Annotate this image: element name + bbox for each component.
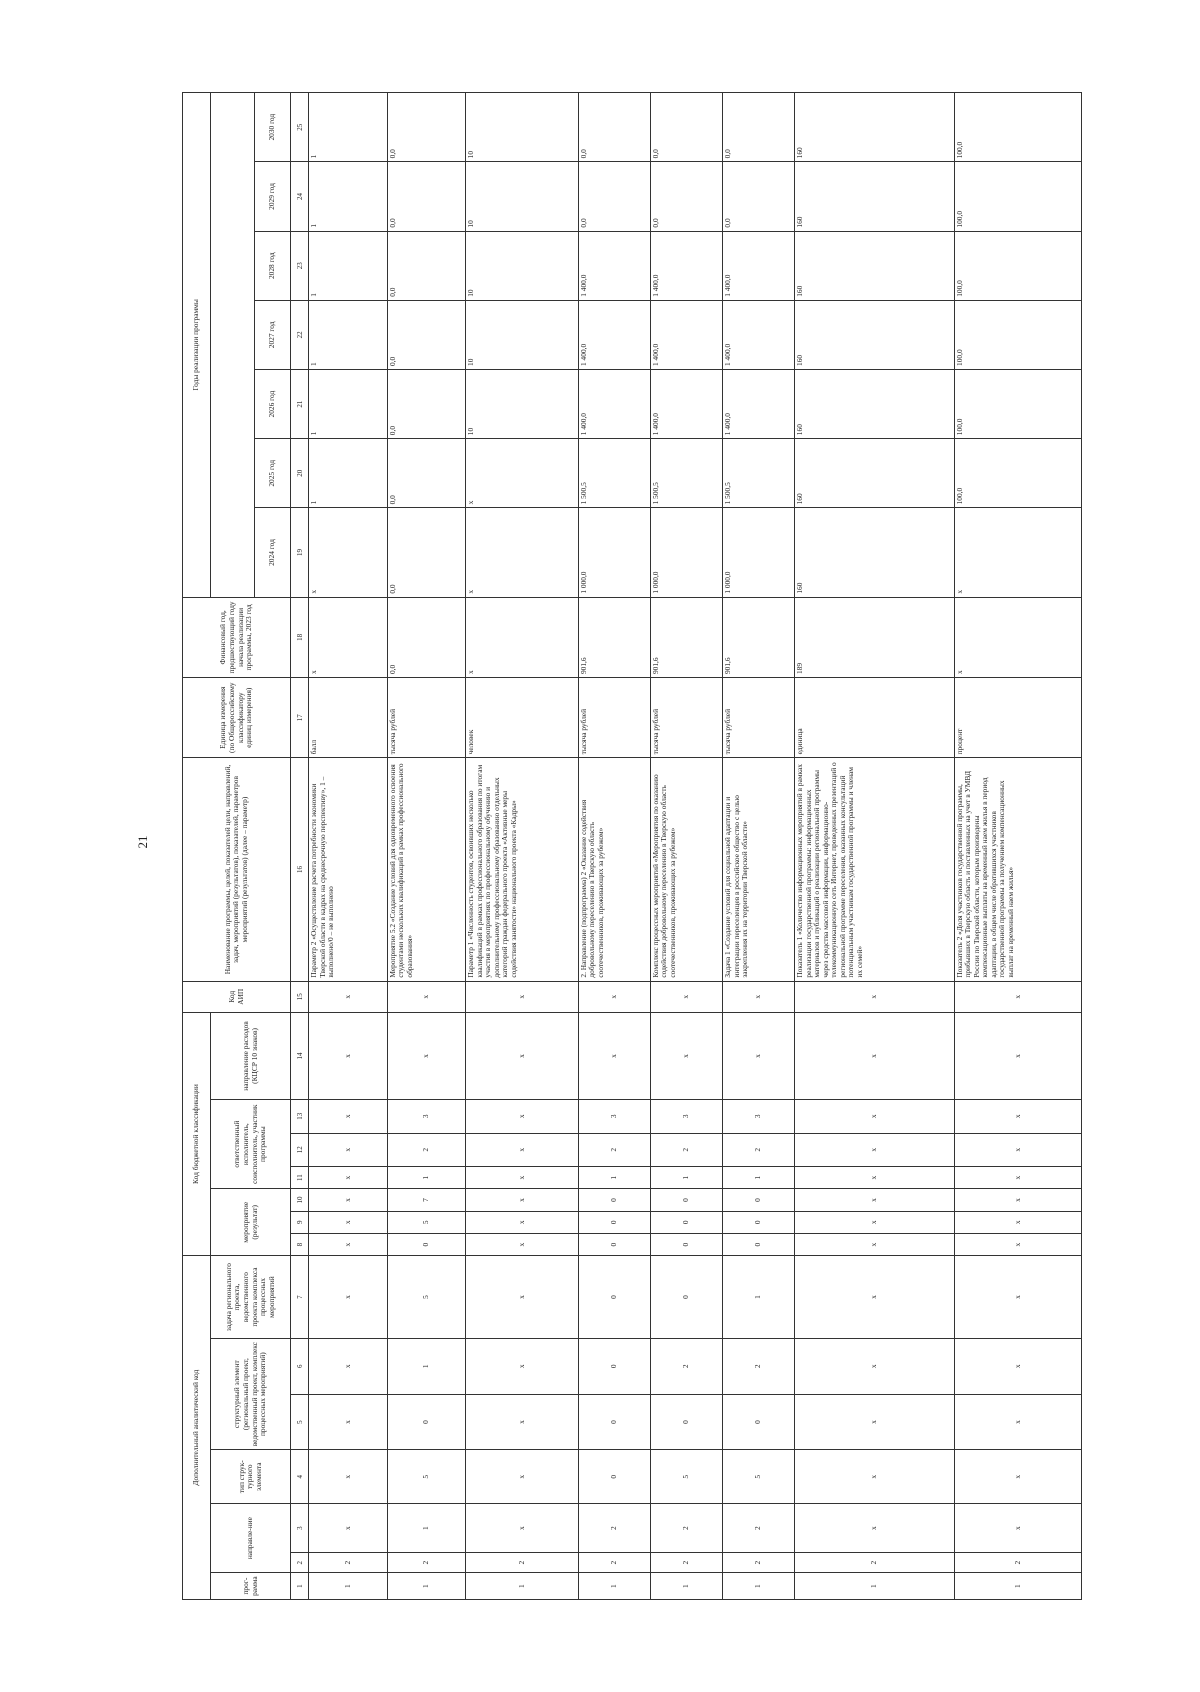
code-cell: 0 <box>578 1211 650 1233</box>
code-cell: x <box>795 1338 954 1394</box>
year-value-cell: 100,0 <box>954 439 1081 508</box>
code-cell: x <box>795 1100 954 1133</box>
table-row <box>387 93 466 1600</box>
code-cell: x <box>795 1189 954 1211</box>
column-number: 1 <box>291 1573 309 1600</box>
unit-cell: тысяча рублей <box>387 678 466 758</box>
year-value-cell: 1 <box>309 300 388 369</box>
fin-year-cell: x <box>309 597 388 677</box>
header-name: Наименование программы, целей, показателей цели, направлений, задач, мероприятий (результатов), показателей, параметров мероприятий (результатов) (далее – параметр) <box>183 758 291 981</box>
code-cell: x <box>309 1012 388 1099</box>
code-cell: x <box>795 1167 954 1189</box>
code-cell: x <box>466 1233 579 1255</box>
year-value-cell: 0,0 <box>723 162 795 231</box>
fin-year-cell: x <box>466 597 579 677</box>
column-number: 11 <box>291 1167 309 1189</box>
column-number: 13 <box>291 1100 309 1133</box>
row-name-cell: Мероприятие 5.2 «Создание условий для одновременного освоения студентами нескольких квалификаций в рамках профессионального образования» <box>387 758 466 981</box>
year-value-cell: 1 400,0 <box>578 300 650 369</box>
code-cell: x <box>650 1012 722 1099</box>
year-value-cell: 0,0 <box>578 93 650 162</box>
column-number: 6 <box>291 1338 309 1394</box>
year-value-cell: 100,0 <box>954 369 1081 438</box>
code-cell: 1 <box>387 1573 466 1600</box>
table-row <box>578 93 650 1600</box>
year-value-cell: 160 <box>795 439 954 508</box>
header-budget-code: Код бюджетной классификации <box>183 1012 211 1255</box>
program-table <box>182 92 1082 1600</box>
table-row <box>795 93 954 1600</box>
code-cell: x <box>954 1133 1081 1166</box>
code-cell: x <box>578 981 650 1012</box>
year-value-cell: 0,0 <box>578 162 650 231</box>
code-cell: x <box>954 1012 1081 1099</box>
code-cell: x <box>954 1233 1081 1255</box>
code-cell: x <box>795 1394 954 1450</box>
year-value-cell: 1 000,0 <box>578 508 650 597</box>
column-number: 5 <box>291 1394 309 1450</box>
year-value-cell: 160 <box>795 508 954 597</box>
code-cell: 0 <box>578 1338 650 1394</box>
code-cell: x <box>466 1211 579 1233</box>
page-number: 21 <box>135 835 150 849</box>
code-cell: x <box>795 1504 954 1553</box>
code-cell: 2 <box>650 1504 722 1553</box>
unit-cell: тысяча рублей <box>578 678 650 758</box>
code-cell: 5 <box>723 1450 795 1504</box>
column-number: 22 <box>291 300 309 369</box>
year-value-cell: 10 <box>466 300 579 369</box>
code-cell: 0 <box>387 1394 466 1450</box>
column-number: 2 <box>291 1553 309 1573</box>
code-cell: x <box>309 1394 388 1450</box>
code-cell: 1 <box>387 1338 466 1394</box>
year-value-cell: 1 400,0 <box>723 369 795 438</box>
year-value-cell: 10 <box>466 93 579 162</box>
code-cell: x <box>954 1504 1081 1553</box>
header-rashod: направление расходов (КЦСР 10 знаков) <box>211 1012 291 1099</box>
header-year: 2026 год <box>255 369 291 438</box>
code-cell: x <box>466 1504 579 1553</box>
code-cell: x <box>795 1233 954 1255</box>
code-cell: 1 <box>723 1167 795 1189</box>
code-cell: x <box>309 1167 388 1189</box>
code-cell: 1 <box>723 1256 795 1339</box>
row-name-cell: Комплекс процессных мероприятий «Мероприятия по оказанию содействия добровольному переселению в Тверскую область соотечественников, проживающих за рубежом» <box>650 758 722 981</box>
header-analytic-code: Дополнительный аналитический код <box>183 1256 211 1600</box>
fin-year-cell: x <box>954 597 1081 677</box>
column-number: 15 <box>291 981 309 1012</box>
code-cell: x <box>309 981 388 1012</box>
year-value-cell: 1 400,0 <box>578 369 650 438</box>
code-cell: x <box>954 1338 1081 1394</box>
code-cell: x <box>650 981 722 1012</box>
code-cell: 5 <box>387 1256 466 1339</box>
column-number: 20 <box>291 439 309 508</box>
fin-year-cell: 0,0 <box>387 597 466 677</box>
code-cell: 2 <box>578 1553 650 1573</box>
unit-cell: единица <box>795 678 954 758</box>
year-value-cell: 0,0 <box>387 93 466 162</box>
code-cell: x <box>387 1012 466 1099</box>
code-cell: 0 <box>578 1189 650 1211</box>
column-number: 10 <box>291 1189 309 1211</box>
code-cell: 0 <box>650 1233 722 1255</box>
code-cell: 0 <box>650 1211 722 1233</box>
year-value-cell: 0,0 <box>723 93 795 162</box>
year-value-cell: 1 400,0 <box>650 231 722 300</box>
header-struct-el: структурный элемент (региональный проект, ведомственный проект, комплекс процессных мероприятий) <box>211 1338 291 1450</box>
code-cell: x <box>954 1211 1081 1233</box>
header-napravlenie: направле-ние <box>211 1504 291 1573</box>
year-value-cell: 0,0 <box>387 300 466 369</box>
code-cell: 2 <box>723 1504 795 1553</box>
code-cell: x <box>309 1233 388 1255</box>
code-cell: 2 <box>466 1553 579 1573</box>
unit-cell: процент <box>954 678 1081 758</box>
code-cell: 1 <box>309 1573 388 1600</box>
code-cell: x <box>954 1167 1081 1189</box>
column-number: 7 <box>291 1256 309 1339</box>
column-number: 14 <box>291 1012 309 1099</box>
year-value-cell: 1 <box>309 369 388 438</box>
code-cell: 1 <box>578 1573 650 1600</box>
code-cell: 2 <box>954 1553 1081 1573</box>
table-row <box>466 93 579 1600</box>
code-cell: 1 <box>387 1504 466 1553</box>
code-cell: x <box>954 981 1081 1012</box>
year-value-cell: x <box>466 439 579 508</box>
year-value-cell: 1 500,5 <box>723 439 795 508</box>
code-cell: 3 <box>578 1100 650 1133</box>
row-name-cell: Параметр 2 «Осуществление расчета потребности экономики Тверской области в кадрах на среднесрочную перспективу», 1 – выполнено/0 – не выполнено <box>309 758 388 981</box>
row-name-cell: Задача 1 «Создание условий для социальной адаптации и интеграции переселенцев в российское общество с целью закрепления их на территории Тверской области» <box>723 758 795 981</box>
code-cell: 1 <box>578 1167 650 1189</box>
fin-year-cell: 189 <box>795 597 954 677</box>
code-cell: 5 <box>650 1450 722 1504</box>
code-cell: 0 <box>723 1233 795 1255</box>
code-cell: 0 <box>578 1450 650 1504</box>
year-value-cell: 1 500,5 <box>650 439 722 508</box>
row-name-cell: Показатель 1 «Количество информационных мероприятий в рамках реализации государственной программы: информационных материалов и публикаций о реализации региональной программы через средства массовой информации, информационно-телекоммуникационную сеть Интернет, проведенных презентаций о региональной программе переселения, оказанных консультаций потенциальным участникам государственной программы и членам их семей» <box>795 758 954 981</box>
code-cell: x <box>309 1338 388 1394</box>
year-value-cell: 100,0 <box>954 300 1081 369</box>
header-year: 2029 год <box>255 162 291 231</box>
code-cell: x <box>954 1394 1081 1450</box>
code-cell: 0 <box>650 1256 722 1339</box>
code-cell: x <box>466 981 579 1012</box>
unit-cell: тысяча рублей <box>723 678 795 758</box>
fin-year-cell: 901,6 <box>578 597 650 677</box>
code-cell: 3 <box>387 1100 466 1133</box>
code-cell: x <box>466 1133 579 1166</box>
header-meropriyatie: мероприятие (результат) <box>211 1189 291 1256</box>
code-cell: 2 <box>723 1553 795 1573</box>
code-cell: 3 <box>723 1100 795 1133</box>
header-year: 2024 год <box>255 508 291 597</box>
code-cell: 5 <box>387 1450 466 1504</box>
column-number: 24 <box>291 162 309 231</box>
code-cell: x <box>954 1189 1081 1211</box>
code-cell: 2 <box>723 1338 795 1394</box>
code-cell: x <box>795 1133 954 1166</box>
code-cell: 2 <box>578 1133 650 1166</box>
code-cell: x <box>954 1450 1081 1504</box>
code-cell: x <box>466 1012 579 1099</box>
year-value-cell: 0,0 <box>650 162 722 231</box>
code-cell: 1 <box>795 1573 954 1600</box>
code-cell: x <box>578 1012 650 1099</box>
code-cell: x <box>466 1189 579 1211</box>
column-number: 23 <box>291 231 309 300</box>
year-value-cell: 160 <box>795 162 954 231</box>
program-table-rotated <box>182 92 1082 1600</box>
column-number: 4 <box>291 1450 309 1504</box>
year-value-cell: 160 <box>795 300 954 369</box>
unit-cell: человек <box>466 678 579 758</box>
column-number: 17 <box>291 678 309 758</box>
code-cell: x <box>954 1256 1081 1339</box>
code-cell: x <box>954 1100 1081 1133</box>
year-value-cell: 1 <box>309 162 388 231</box>
year-value-cell: 100,0 <box>954 162 1081 231</box>
header-year: 2030 год <box>255 93 291 162</box>
code-cell: x <box>309 1133 388 1166</box>
year-value-cell: 1 <box>309 231 388 300</box>
code-cell: x <box>309 1189 388 1211</box>
year-value-cell: x <box>466 508 579 597</box>
year-value-cell: 10 <box>466 231 579 300</box>
code-cell: 1 <box>650 1573 722 1600</box>
header-otv: ответственный исполнитель, соисполнитель, участник программы <box>211 1100 291 1189</box>
year-value-cell: 1 000,0 <box>650 508 722 597</box>
unit-cell: тысяча рублей <box>650 678 722 758</box>
code-cell: 2 <box>650 1133 722 1166</box>
code-cell: x <box>723 1012 795 1099</box>
table-row <box>650 93 722 1600</box>
code-cell: 0 <box>578 1394 650 1450</box>
code-cell: 0 <box>723 1394 795 1450</box>
year-value-cell: 160 <box>795 369 954 438</box>
table-row <box>954 93 1081 1600</box>
year-value-cell: 100,0 <box>954 93 1081 162</box>
column-number: 8 <box>291 1233 309 1255</box>
code-cell: 2 <box>309 1553 388 1573</box>
code-cell: x <box>795 1211 954 1233</box>
year-value-cell: 160 <box>795 93 954 162</box>
code-cell: x <box>309 1100 388 1133</box>
code-cell: 1 <box>723 1573 795 1600</box>
code-cell: x <box>309 1450 388 1504</box>
code-cell: x <box>795 1450 954 1504</box>
column-number: 3 <box>291 1504 309 1553</box>
year-value-cell: 1 400,0 <box>723 300 795 369</box>
code-cell: 0 <box>578 1233 650 1255</box>
year-value-cell: 1 400,0 <box>650 369 722 438</box>
year-value-cell: 1 000,0 <box>723 508 795 597</box>
year-value-cell: x <box>309 508 388 597</box>
code-cell: x <box>466 1338 579 1394</box>
code-cell: 2 <box>387 1553 466 1573</box>
header-years-group: Годы реализации программы <box>183 93 211 598</box>
year-value-cell: 100,0 <box>954 231 1081 300</box>
header-year: 2025 год <box>255 439 291 508</box>
year-value-cell: 0,0 <box>387 439 466 508</box>
year-value-cell: 10 <box>466 369 579 438</box>
code-cell: 7 <box>387 1189 466 1211</box>
column-number: 12 <box>291 1133 309 1166</box>
column-number: 25 <box>291 93 309 162</box>
code-cell: x <box>723 981 795 1012</box>
code-cell: 0 <box>650 1394 722 1450</box>
code-cell: 1 <box>650 1167 722 1189</box>
code-cell: 1 <box>466 1573 579 1600</box>
year-value-cell: 10 <box>466 162 579 231</box>
code-cell: 0 <box>723 1211 795 1233</box>
code-cell: x <box>466 1100 579 1133</box>
code-cell: x <box>309 1211 388 1233</box>
header-years-spacer <box>211 93 255 598</box>
code-cell: x <box>795 1256 954 1339</box>
year-value-cell: 1 400,0 <box>650 300 722 369</box>
code-cell: x <box>309 1504 388 1553</box>
code-cell: x <box>466 1256 579 1339</box>
column-number: 19 <box>291 508 309 597</box>
year-value-cell: 1 400,0 <box>723 231 795 300</box>
year-value-cell: 0,0 <box>387 508 466 597</box>
row-name-cell: Показатель 2 «Доля участников государственной программы, прибывших в Тверскую область и поставленных на учет в УМВД России по Тверской области, которым произведены компенсационные выплаты на временный наем жилья в период адаптации, в общем числе обратившихся участников государственной программы за получением компенсационных выплат на временный наем жилья» <box>954 758 1081 981</box>
year-value-cell: 0,0 <box>387 162 466 231</box>
code-cell: 0 <box>387 1233 466 1255</box>
column-number: 21 <box>291 369 309 438</box>
year-value-cell: 1 <box>309 439 388 508</box>
code-cell: 3 <box>650 1100 722 1133</box>
year-value-cell: 1 500,5 <box>578 439 650 508</box>
header-year: 2028 год <box>255 231 291 300</box>
column-number-row <box>291 93 309 1600</box>
year-value-cell: 0,0 <box>387 231 466 300</box>
header-fin-year: Финансовый год, предшествующий году начала реализации программы, 2023 год <box>183 597 291 677</box>
code-cell: 2 <box>578 1504 650 1553</box>
code-cell: 0 <box>723 1189 795 1211</box>
header-unit: Единица измерения (по Общероссийскому классификатору единиц измерения) <box>183 678 291 758</box>
code-cell: x <box>466 1394 579 1450</box>
year-value-cell: 160 <box>795 231 954 300</box>
header-tip: тип струк-турного элемента <box>211 1450 291 1504</box>
year-value-cell: 1 400,0 <box>578 231 650 300</box>
code-cell: 2 <box>795 1553 954 1573</box>
table-row <box>309 93 388 1600</box>
year-value-cell: 0,0 <box>650 93 722 162</box>
code-cell: x <box>466 1167 579 1189</box>
code-cell: 1 <box>954 1573 1081 1600</box>
code-cell: 2 <box>650 1338 722 1394</box>
year-value-cell: 1 <box>309 93 388 162</box>
column-number: 18 <box>291 597 309 677</box>
column-number: 9 <box>291 1211 309 1233</box>
code-cell: x <box>795 981 954 1012</box>
header-zadacha: задача регионального проекта, ведомственного проекта комплекса процессных мероприятий <box>211 1256 291 1339</box>
code-cell: 2 <box>723 1133 795 1166</box>
code-cell: x <box>309 1256 388 1339</box>
header-programma: прог-рамма <box>211 1573 291 1600</box>
year-value-cell: 0,0 <box>387 369 466 438</box>
year-value-cell: x <box>954 508 1081 597</box>
fin-year-cell: 901,6 <box>650 597 722 677</box>
code-cell: x <box>795 1012 954 1099</box>
unit-cell: балл <box>309 678 388 758</box>
fin-year-cell: 901,6 <box>723 597 795 677</box>
code-cell: 2 <box>387 1133 466 1166</box>
header-year: 2027 год <box>255 300 291 369</box>
row-name-cell: 2. Направление (подпрограмма) 2 «Оказание содействия добровольному переселению в Тверскую область соотечественников, проживающих за рубежом» <box>578 758 650 981</box>
code-cell: 0 <box>650 1189 722 1211</box>
code-cell: 1 <box>387 1167 466 1189</box>
header-code-aip: Код АИП <box>183 981 291 1012</box>
row-name-cell: Параметр 1 «Численность студентов, освоивших несколько квалификаций в рамках профессионального образования по итогам участия в мероприятиях по профессиональному обучению и дополнительному профессиональному образованию отдельных категорий граждан федерального проекта «Активные меры содействия занятости» национального проекта «Кадры» <box>466 758 579 981</box>
column-number: 16 <box>291 758 309 981</box>
code-cell: 0 <box>578 1256 650 1339</box>
code-cell: 5 <box>387 1211 466 1233</box>
table-row <box>723 93 795 1600</box>
code-cell: x <box>387 981 466 1012</box>
code-cell: x <box>466 1450 579 1504</box>
code-cell: 2 <box>650 1553 722 1573</box>
